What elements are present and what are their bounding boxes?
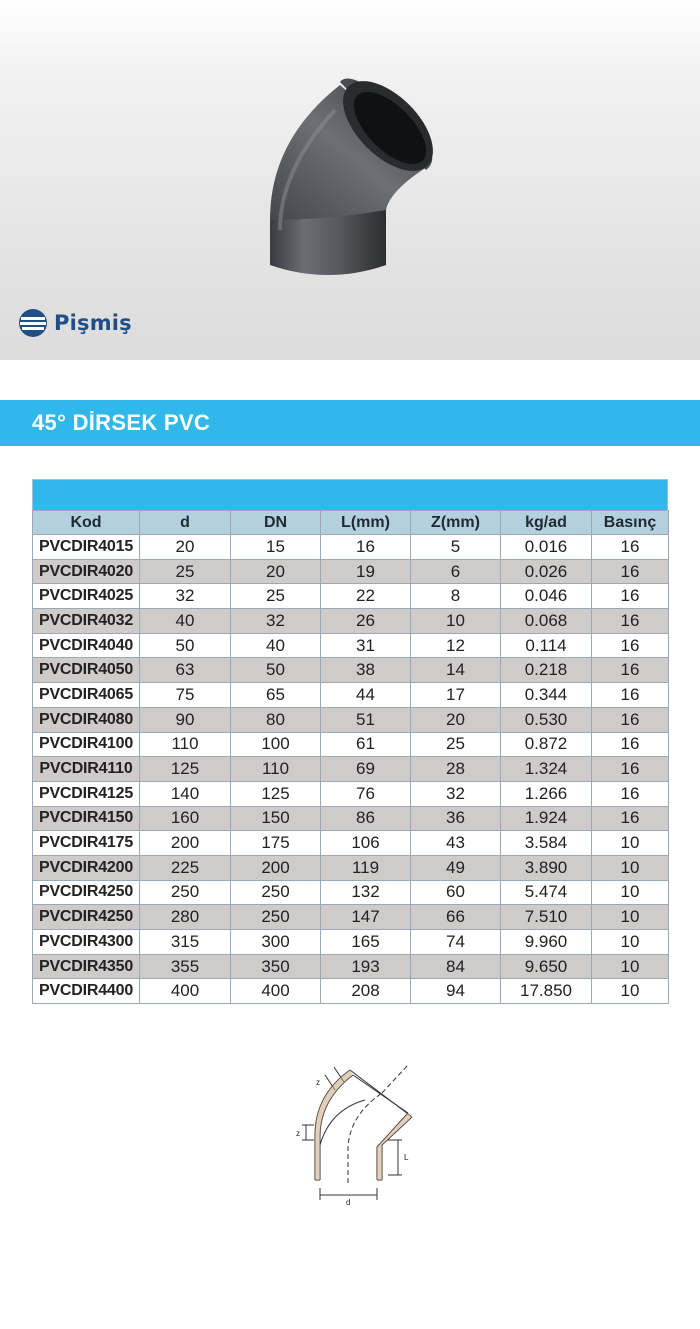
table-cell: 76 [321, 781, 411, 806]
table-cell: 17.850 [501, 979, 592, 1004]
table-row [33, 559, 669, 584]
table-cell: 40 [231, 633, 321, 658]
table-cell: 10 [592, 930, 669, 955]
table-cell: 280 [140, 905, 231, 930]
table-cell: 75 [140, 683, 231, 708]
table-cell: 84 [411, 954, 501, 979]
table-row [33, 535, 669, 560]
table-cell: 40 [140, 609, 231, 634]
table-cell: 5 [411, 535, 501, 560]
column-header: d [140, 511, 231, 535]
table-cell: 38 [321, 658, 411, 683]
table-cell: 3.890 [501, 855, 592, 880]
table-cell: 400 [140, 979, 231, 1004]
table-cell: 10 [592, 855, 669, 880]
table-cell: 10 [592, 880, 669, 905]
column-header: Z(mm) [411, 511, 501, 535]
table-cell: 25 [140, 559, 231, 584]
brand-name: Pişmiş [54, 311, 132, 335]
spec-table [32, 510, 669, 1004]
table-cell: 16 [592, 781, 669, 806]
table-cell: 16 [592, 732, 669, 757]
table-row [33, 979, 669, 1004]
table-cell: 36 [411, 806, 501, 831]
table-cell: 1.266 [501, 781, 592, 806]
table-cell: 200 [140, 831, 231, 856]
table-cell: 16 [592, 584, 669, 609]
table-cell: 225 [140, 855, 231, 880]
product-code-cell: PVCDIR4080 [33, 707, 140, 732]
table-row [33, 757, 669, 782]
table-cell: 20 [140, 535, 231, 560]
table-cell: 315 [140, 930, 231, 955]
table-cell: 8 [411, 584, 501, 609]
table-row [33, 658, 669, 683]
table-cell: 208 [321, 979, 411, 1004]
product-code-cell: PVCDIR4250 [33, 905, 140, 930]
table-cell: 125 [140, 757, 231, 782]
table-row [33, 584, 669, 609]
table-cell: 15 [231, 535, 321, 560]
table-cell: 69 [321, 757, 411, 782]
table-cell: 20 [411, 707, 501, 732]
table-cell: 16 [592, 559, 669, 584]
column-header: DN [231, 511, 321, 535]
table-row [33, 683, 669, 708]
product-code-cell: PVCDIR4175 [33, 831, 140, 856]
table-cell: 31 [321, 633, 411, 658]
table-cell: 160 [140, 806, 231, 831]
diagram-label-d: d [346, 1198, 351, 1207]
table-cell: 150 [231, 806, 321, 831]
table-cell: 3.584 [501, 831, 592, 856]
table-cell: 50 [231, 658, 321, 683]
table-cell: 9.650 [501, 954, 592, 979]
table-cell: 10 [411, 609, 501, 634]
product-code-cell: PVCDIR4200 [33, 855, 140, 880]
table-cell: 0.068 [501, 609, 592, 634]
product-code-cell: PVCDIR4100 [33, 732, 140, 757]
table-row [33, 905, 669, 930]
table-cell: 0.530 [501, 707, 592, 732]
column-header: Kod [33, 511, 140, 535]
table-cell: 7.510 [501, 905, 592, 930]
product-code-cell: PVCDIR4040 [33, 633, 140, 658]
elbow-dimension-diagram-icon [290, 1055, 420, 1210]
table-cell: 25 [411, 732, 501, 757]
table-cell: 0.218 [501, 658, 592, 683]
table-cell: 300 [231, 930, 321, 955]
table-cell: 165 [321, 930, 411, 955]
table-cell: 16 [592, 535, 669, 560]
table-cell: 63 [140, 658, 231, 683]
product-code-cell: PVCDIR4110 [33, 757, 140, 782]
table-row [33, 609, 669, 634]
pvc-elbow-45-image [240, 70, 440, 285]
table-top-bar [32, 479, 668, 510]
table-cell: 125 [231, 781, 321, 806]
title-bar [0, 400, 700, 446]
table-row [33, 831, 669, 856]
table-cell: 193 [321, 954, 411, 979]
page-title: 45° DİRSEK PVC [32, 410, 211, 435]
table-cell: 0.872 [501, 732, 592, 757]
table-cell: 132 [321, 880, 411, 905]
table-row [33, 806, 669, 831]
table-cell: 16 [592, 806, 669, 831]
table-cell: 16 [592, 707, 669, 732]
table-cell: 400 [231, 979, 321, 1004]
table-cell: 0.114 [501, 633, 592, 658]
table-cell: 1.324 [501, 757, 592, 782]
diagram-label-l: L [404, 1153, 409, 1162]
table-cell: 250 [231, 905, 321, 930]
table-row [33, 781, 669, 806]
table-cell: 119 [321, 855, 411, 880]
table-cell: 0.344 [501, 683, 592, 708]
table-cell: 12 [411, 633, 501, 658]
column-header: L(mm) [321, 511, 411, 535]
table-cell: 140 [140, 781, 231, 806]
table-cell: 16 [592, 658, 669, 683]
table-cell: 49 [411, 855, 501, 880]
table-cell: 355 [140, 954, 231, 979]
table-cell: 200 [231, 855, 321, 880]
diagram-label-z-top: z [316, 1078, 320, 1087]
diagram-label-z-left: z [296, 1129, 300, 1138]
table-cell: 44 [321, 683, 411, 708]
spec-table-container [32, 479, 668, 1004]
table-cell: 250 [140, 880, 231, 905]
product-code-cell: PVCDIR4032 [33, 609, 140, 634]
column-header: Basınç [592, 511, 669, 535]
table-cell: 43 [411, 831, 501, 856]
table-cell: 14 [411, 658, 501, 683]
table-cell: 74 [411, 930, 501, 955]
product-code-cell: PVCDIR4065 [33, 683, 140, 708]
table-body [33, 535, 669, 1004]
table-row [33, 855, 669, 880]
table-cell: 66 [411, 905, 501, 930]
column-header: kg/ad [501, 511, 592, 535]
table-cell: 16 [592, 757, 669, 782]
table-cell: 175 [231, 831, 321, 856]
table-row [33, 880, 669, 905]
product-code-cell: PVCDIR4250 [33, 880, 140, 905]
table-cell: 80 [231, 707, 321, 732]
table-cell: 16 [592, 609, 669, 634]
table-cell: 16 [321, 535, 411, 560]
table-cell: 350 [231, 954, 321, 979]
table-header-row [33, 511, 669, 535]
table-cell: 19 [321, 559, 411, 584]
table-cell: 0.026 [501, 559, 592, 584]
table-cell: 0.046 [501, 584, 592, 609]
table-cell: 5.474 [501, 880, 592, 905]
table-cell: 110 [140, 732, 231, 757]
table-row [33, 954, 669, 979]
table-cell: 32 [231, 609, 321, 634]
table-cell: 94 [411, 979, 501, 1004]
table-cell: 90 [140, 707, 231, 732]
product-code-cell: PVCDIR4025 [33, 584, 140, 609]
table-cell: 50 [140, 633, 231, 658]
product-code-cell: PVCDIR4150 [33, 806, 140, 831]
table-cell: 16 [592, 683, 669, 708]
table-cell: 6 [411, 559, 501, 584]
table-cell: 250 [231, 880, 321, 905]
product-code-cell: PVCDIR4125 [33, 781, 140, 806]
table-row [33, 707, 669, 732]
product-hero [0, 0, 700, 360]
table-cell: 86 [321, 806, 411, 831]
table-cell: 10 [592, 905, 669, 930]
table-cell: 110 [231, 757, 321, 782]
table-cell: 1.924 [501, 806, 592, 831]
product-code-cell: PVCDIR4300 [33, 930, 140, 955]
table-row [33, 930, 669, 955]
table-cell: 106 [321, 831, 411, 856]
table-cell: 20 [231, 559, 321, 584]
table-cell: 10 [592, 831, 669, 856]
table-cell: 60 [411, 880, 501, 905]
table-cell: 22 [321, 584, 411, 609]
table-row [33, 633, 669, 658]
product-code-cell: PVCDIR4015 [33, 535, 140, 560]
pismis-logo-icon [18, 308, 48, 338]
table-cell: 10 [592, 979, 669, 1004]
product-code-cell: PVCDIR4400 [33, 979, 140, 1004]
table-cell: 28 [411, 757, 501, 782]
table-cell: 32 [140, 584, 231, 609]
table-cell: 100 [231, 732, 321, 757]
table-cell: 25 [231, 584, 321, 609]
table-cell: 65 [231, 683, 321, 708]
table-row [33, 732, 669, 757]
table-cell: 32 [411, 781, 501, 806]
table-cell: 61 [321, 732, 411, 757]
product-code-cell: PVCDIR4350 [33, 954, 140, 979]
table-cell: 16 [592, 633, 669, 658]
product-code-cell: PVCDIR4020 [33, 559, 140, 584]
brand-logo [18, 308, 132, 338]
table-cell: 9.960 [501, 930, 592, 955]
table-cell: 51 [321, 707, 411, 732]
product-code-cell: PVCDIR4050 [33, 658, 140, 683]
table-cell: 26 [321, 609, 411, 634]
table-cell: 0.016 [501, 535, 592, 560]
table-cell: 147 [321, 905, 411, 930]
table-cell: 10 [592, 954, 669, 979]
table-cell: 17 [411, 683, 501, 708]
